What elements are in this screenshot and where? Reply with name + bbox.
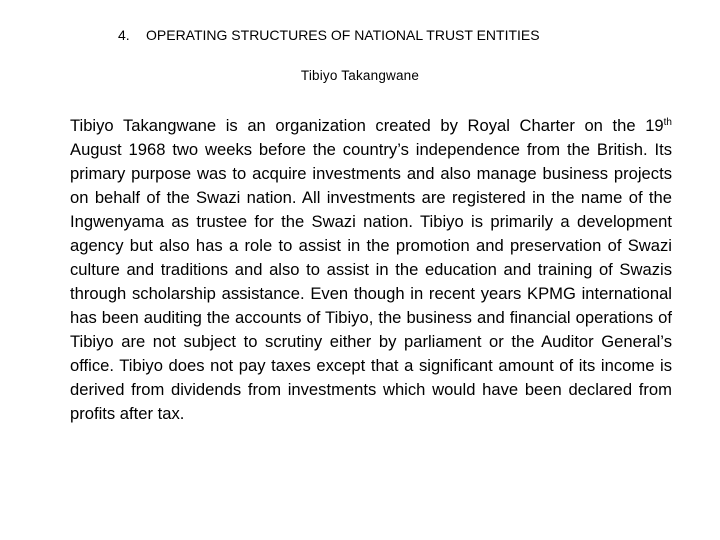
section-number: 4.	[118, 27, 130, 43]
paragraph-text-rest: August 1968 two weeks before the country’s independence from the British. Its primary purpose was to acquire investments and also manage business projects on behalf of the Swazi nation. All investments are registered in the name of the Ingwenyama as trustee for the Swazi nation. Tibiyo is primarily a development agency but also has a role to assist in the promotion and preservation of Swazi culture and traditions and also to assist in the education and training of Swazis through scholarship assistance. Even though in recent years KPMG international has been auditing the accounts of Tibiyo, the business and financial operations of Tibiyo are not subject to scrutiny either by parliament or the Auditor General’s office. Tibiyo does not pay taxes except that a significant amount of its income is derived from dividends from investments which would have been declared from profits after tax.	[70, 140, 672, 423]
paragraph-text-start: Tibiyo Takangwane is an organization created by Royal Charter on the 19	[70, 116, 664, 135]
section-title: OPERATING STRUCTURES OF NATIONAL TRUST ENTITIES	[146, 27, 540, 43]
ordinal-suffix: th	[663, 117, 672, 128]
section-heading	[118, 27, 540, 43]
body-paragraph	[70, 114, 672, 426]
subtitle: Tibiyo Takangwane	[300, 68, 420, 83]
